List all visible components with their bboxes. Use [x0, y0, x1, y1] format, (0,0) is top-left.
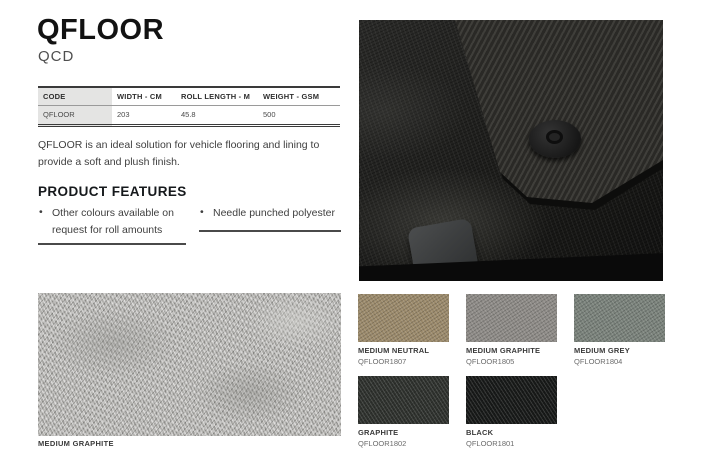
- swatch-medium-grey: [574, 294, 665, 366]
- col-header-weight: WEIGHT - GSM: [258, 87, 340, 106]
- swatch-chip: [466, 376, 557, 424]
- swatch-code: QFLOOR1804: [574, 357, 623, 366]
- table-header-row: [38, 87, 340, 106]
- col-header-roll-length: ROLL LENGTH - M: [176, 87, 258, 106]
- bullet-icon: •: [200, 206, 204, 218]
- texture-sample-label: MEDIUM GRAPHITE: [38, 439, 114, 448]
- cell-width: 203: [117, 110, 130, 119]
- feature-item: [38, 205, 186, 245]
- swatch-chip: [574, 294, 665, 342]
- swatch-name: MEDIUM GRAPHITE: [466, 346, 541, 355]
- swatch-code: QFLOOR1802: [358, 439, 407, 448]
- col-header-code: CODE: [38, 87, 112, 106]
- swatch-medium-graphite: [466, 294, 557, 366]
- cell-code: QFLOOR: [38, 106, 112, 126]
- swatch-code: QFLOOR1801: [466, 439, 515, 448]
- feature-text: Needle punched polyester: [213, 207, 336, 219]
- page-title: QFLOOR: [37, 14, 165, 46]
- carpet-texture-sample: [38, 293, 341, 436]
- swatch-black: [466, 376, 557, 448]
- feature-item: [199, 205, 341, 232]
- page-subtitle: QCD: [38, 48, 75, 65]
- floor-mat-photo: [359, 20, 663, 281]
- product-description: QFLOOR is an ideal solution for vehicle flooring and lining to provide a soft and plush finish.: [38, 139, 320, 168]
- swatch-medium-neutral: [358, 294, 449, 366]
- swatch-name: MEDIUM NEUTRAL: [358, 346, 430, 355]
- spec-table: [38, 86, 340, 127]
- swatch-graphite: [358, 376, 449, 448]
- feature-text: Other colours available on request for roll amounts: [52, 207, 174, 236]
- cell-weight: 500: [263, 110, 276, 119]
- col-header-width: WIDTH - CM: [112, 87, 176, 106]
- table-row: [38, 106, 340, 126]
- swatch-name: GRAPHITE: [358, 428, 399, 437]
- bullet-icon: •: [39, 206, 43, 218]
- swatch-chip: [466, 294, 557, 342]
- cell-roll-length: 45.8: [181, 110, 196, 119]
- mat-fastener-clip: [529, 120, 581, 158]
- swatch-name: BLACK: [466, 428, 494, 437]
- features-heading: PRODUCT FEATURES: [38, 184, 187, 199]
- swatch-chip: [358, 294, 449, 342]
- colour-swatch-grid: [358, 294, 665, 448]
- swatch-chip: [358, 376, 449, 424]
- swatch-code: QFLOOR1807: [358, 357, 407, 366]
- swatch-code: QFLOOR1805: [466, 357, 515, 366]
- fastener-center: [546, 130, 563, 144]
- swatch-name: MEDIUM GREY: [574, 346, 630, 355]
